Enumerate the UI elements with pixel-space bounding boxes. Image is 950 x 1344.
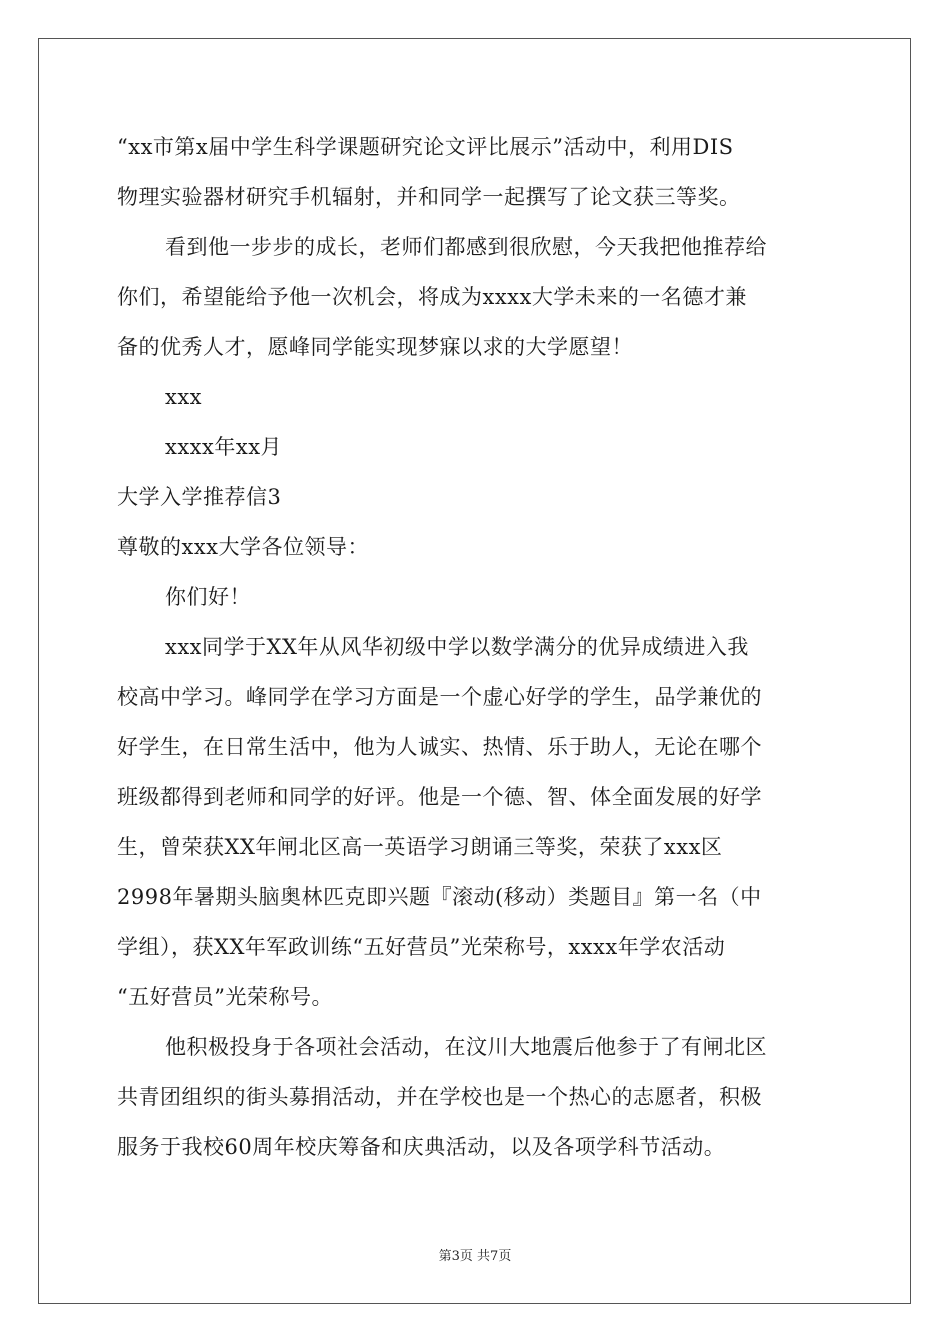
text-line: “xx市第x届中学生科学课题研究论文评比展示”活动中，利用DIS [117,135,734,159]
salutation: 尊敬的xxx大学各位领导： [117,535,370,559]
text-line: 2998年暑期头脑奥林匹克即兴题『滚动(移动）类题目』第一名（中 [117,885,762,909]
section-heading: 大学入学推荐信3 [117,485,282,509]
text-line: 看到他一步步的成长，老师们都感到很欣慰，今天我把他推荐给 [165,235,767,259]
greeting: 你们好！ [165,585,251,609]
text-line: xxx同学于XX年从风华初级中学以数学满分的优异成绩进入我 [165,635,749,659]
signature-name: xxx [165,385,203,409]
text-line: 学组），获XX年军政训练“五好营员”光荣称号，xxxx年学农活动 [117,935,726,959]
text-line: 班级都得到老师和同学的好评。他是一个德、智、体全面发展的好学 [117,785,762,809]
text-line: 共青团组织的街头募捐活动，并在学校也是一个热心的志愿者，积极 [117,1085,762,1109]
signature-date: xxxx年xx月 [165,435,283,459]
text-line: 校高中学习。峰同学在学习方面是一个虚心好学的学生，品学兼优的 [117,685,762,709]
text-line: 你们，希望能给予他一次机会，将成为xxxx大学未来的一名德才兼 [117,285,747,309]
text-line: “五好营员”光荣称号。 [117,985,333,1009]
page-number: 第3页 共7页 [438,1249,512,1264]
text-line: 生，曾荣获XX年闸北区高一英语学习朗诵三等奖，荣获了xxx区 [117,835,723,859]
text-line: 物理实验器材研究手机辐射，并和同学一起撰写了论文获三等奖。 [117,185,741,209]
text-line: 好学生，在日常生活中，他为人诚实、热情、乐于助人，无论在哪个 [117,735,762,759]
text-line: 备的优秀人才，愿峰同学能实现梦寐以求的大学愿望！ [117,335,633,359]
text-line: 他积极投身于各项社会活动，在汶川大地震后他参于了有闸北区 [165,1035,767,1059]
document-body [117,122,835,1172]
text-line: 服务于我校60周年校庆筹备和庆典活动，以及各项学科节活动。 [117,1135,726,1159]
